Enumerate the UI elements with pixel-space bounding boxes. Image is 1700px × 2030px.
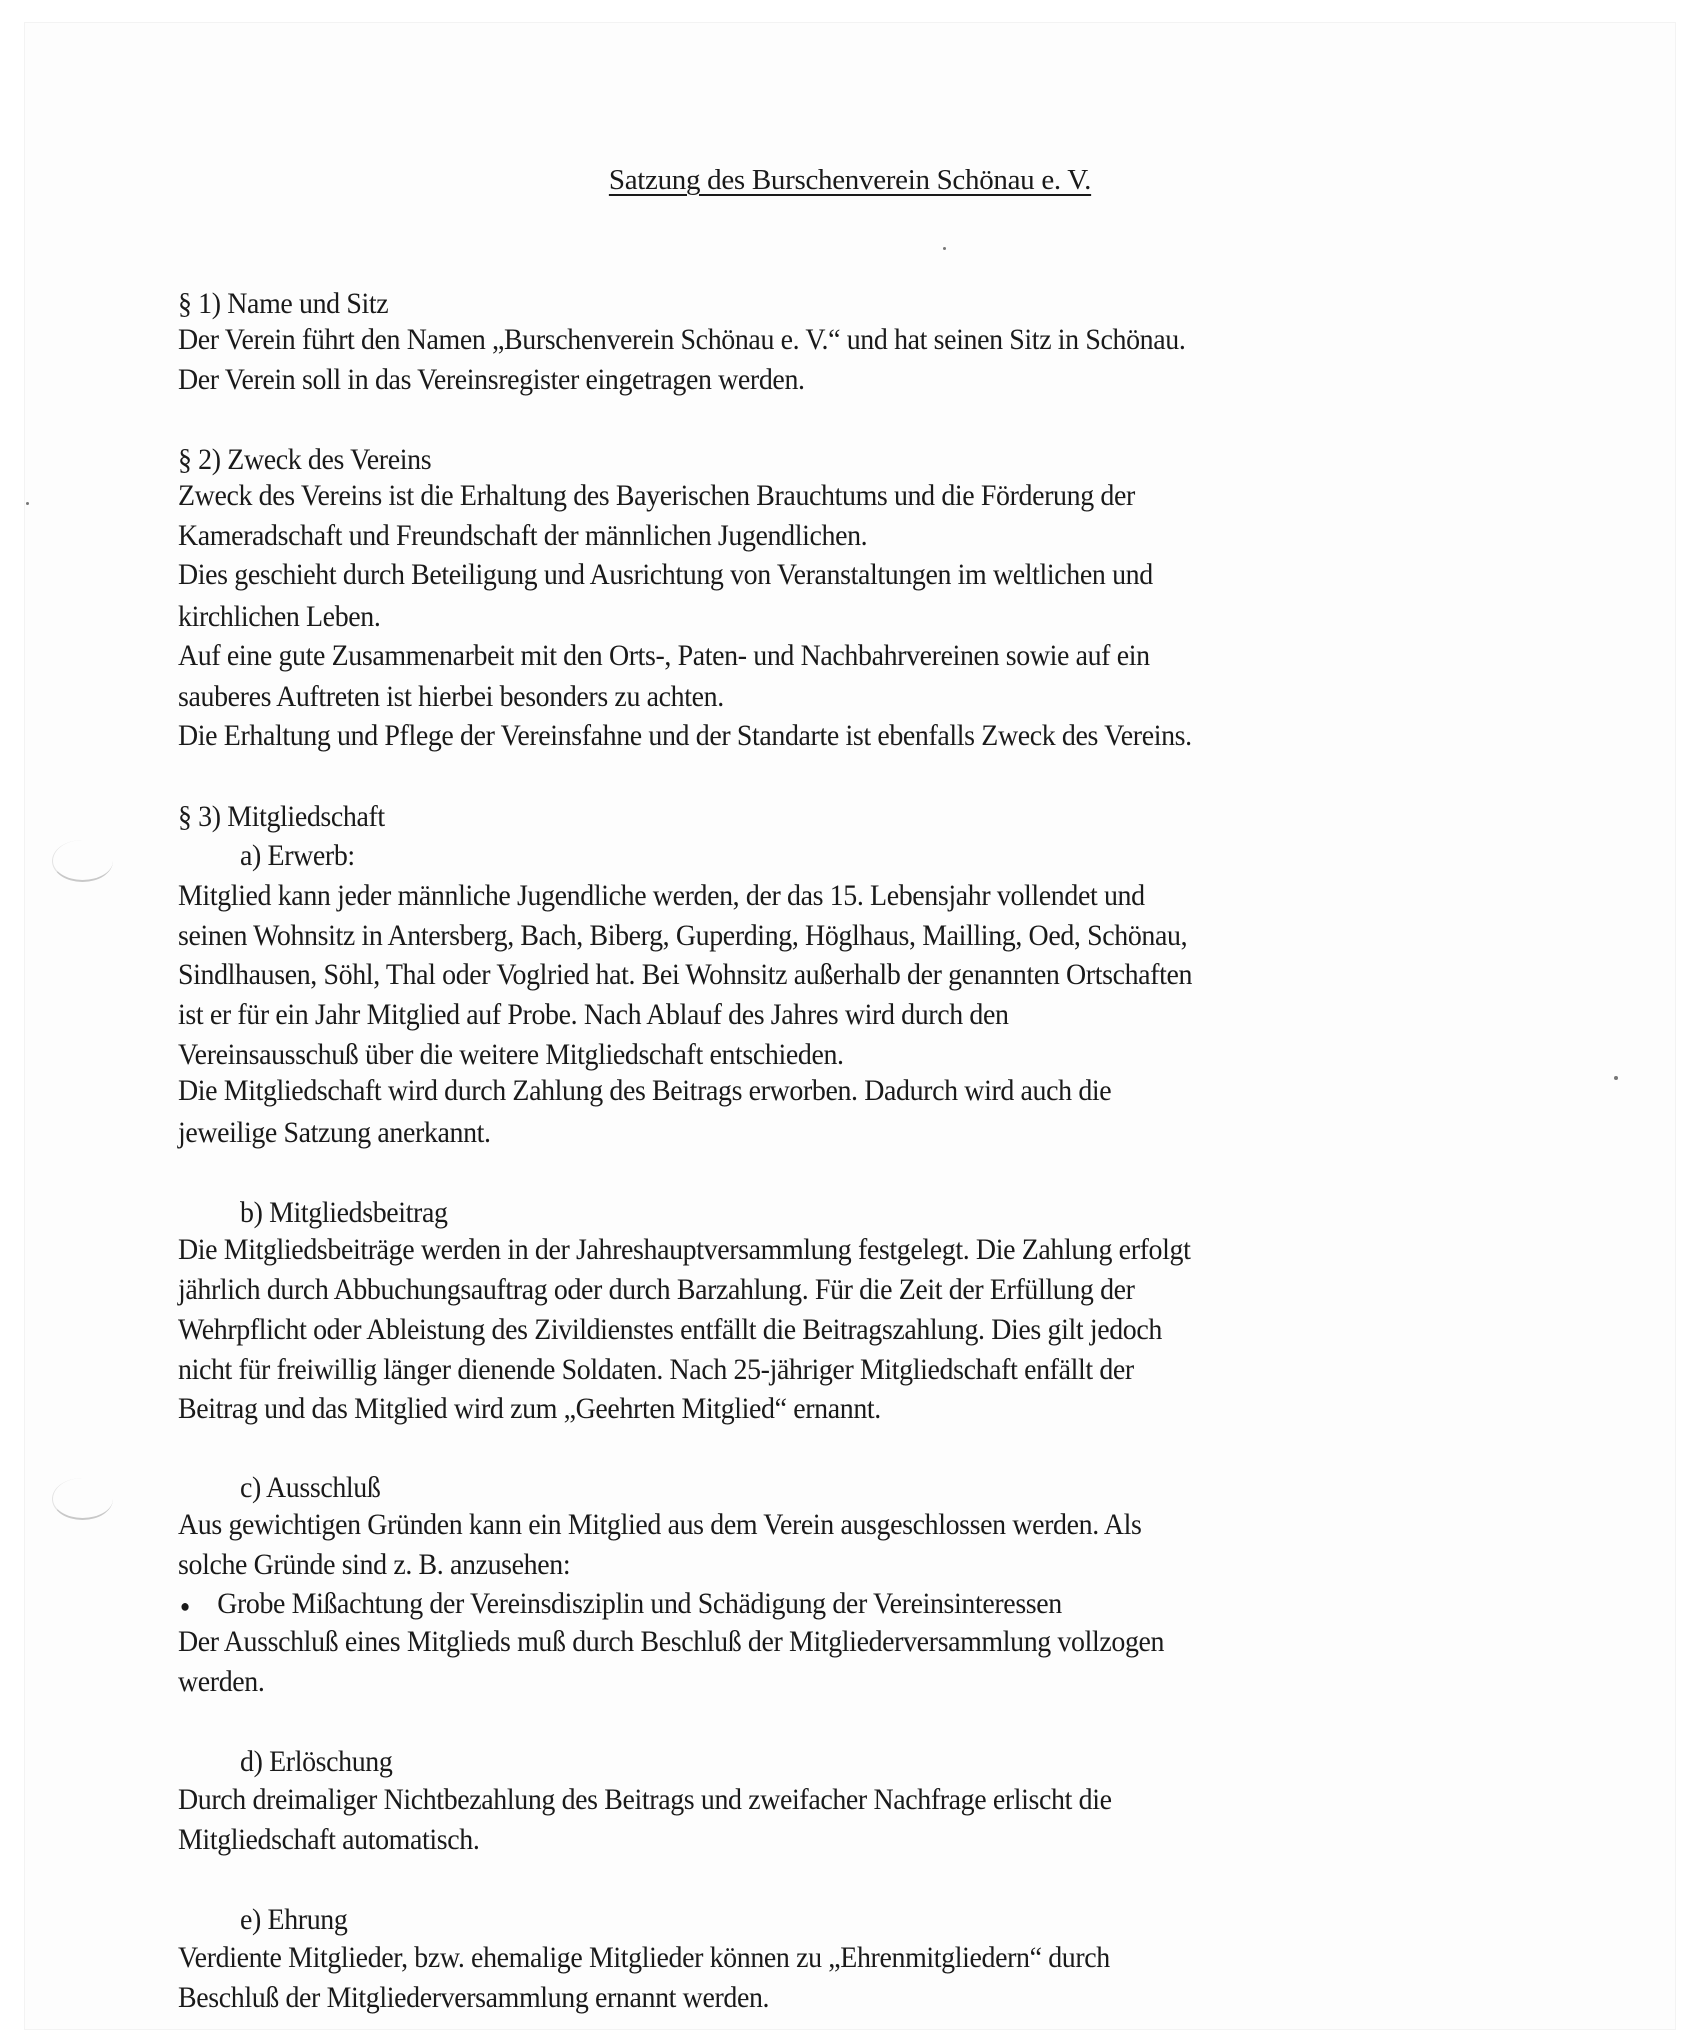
scan-speck	[26, 502, 29, 505]
text-line: Auf eine gute Zusammenarbeit mit den Orts-, Paten- und Nachbahrvereinen sowie auf ein	[178, 639, 1150, 672]
section-heading: § 2) Zweck des Vereins	[178, 443, 432, 476]
text-line: Der Ausschluß eines Mitglieds muß durch Beschluß der Mitgliederversammlung vollzogen	[178, 1625, 1165, 1658]
text-line: Mitglied kann jeder männliche Jugendliche werden, der das 15. Lebensjahr vollendet und	[178, 879, 1145, 912]
text-line: nicht für freiwillig länger dienende Soldaten. Nach 25-jähriger Mitgliedschaft enfällt der	[178, 1353, 1134, 1386]
text-line: Beschluß der Mitgliederversammlung ernannt werden.	[178, 1981, 770, 2014]
text-line: Wehrpflicht oder Ableistung des Zivildienstes entfällt die Beitragszahlung. Dies gilt jedoch	[178, 1313, 1162, 1346]
subsection-heading: d) Erlöschung	[240, 1745, 393, 1778]
subsection-heading: e) Ehrung	[240, 1903, 348, 1936]
subsection-heading: a) Erwerb:	[240, 839, 355, 872]
scan-speck	[943, 247, 946, 250]
text-line: Die Erhaltung und Pflege der Vereinsfahne und der Standarte ist ebenfalls Zweck des Vereins.	[178, 719, 1192, 752]
scan-speck	[1614, 1076, 1618, 1080]
text-line: Die Mitgliedschaft wird durch Zahlung des Beitrags erworben. Dadurch wird auch die	[178, 1074, 1112, 1107]
document-title	[0, 164, 1700, 197]
text-line: jährlich durch Abbuchungsauftrag oder durch Barzahlung. Für die Zeit der Erfüllung der	[178, 1273, 1135, 1306]
text-line: Dies geschieht durch Beteiligung und Ausrichtung von Veranstaltungen im weltlichen und	[178, 558, 1153, 591]
text-line: Vereinsausschuß über die weitere Mitgliedschaft entschieden.	[178, 1038, 844, 1071]
text-line: Beitrag und das Mitglied wird zum „Geehrten Mitglied“ ernannt.	[178, 1392, 881, 1425]
text-line: Der Verein führt den Namen „Burschenverein Schönau e. V.“ und hat seinen Sitz in Schönau.	[178, 323, 1186, 356]
text-line: solche Gründe sind z. B. anzusehen:	[178, 1548, 571, 1581]
punch-hole-mark	[52, 840, 113, 882]
text-line: Zweck des Vereins ist die Erhaltung des Bayerischen Brauchtums und die Förderung der	[178, 479, 1135, 512]
bullet-item	[180, 1584, 1062, 1626]
text-line: Sindlhausen, Söhl, Thal oder Voglried hat. Bei Wohnsitz außerhalb der genannten Ortschaften	[178, 958, 1193, 991]
text-line: Kameradschaft und Freundschaft der männlichen Jugendlichen.	[178, 519, 868, 552]
section-heading: § 1) Name und Sitz	[178, 287, 389, 320]
text-line: Die Mitgliedsbeiträge werden in der Jahreshauptversammlung festgelegt. Die Zahlung erfolgt	[178, 1233, 1191, 1266]
text-line: Durch dreimaliger Nichtbezahlung des Beitrags und zweifacher Nachfrage erlischt die	[178, 1783, 1112, 1816]
text-line: werden.	[178, 1665, 265, 1698]
text-line: Verdiente Mitglieder, bzw. ehemalige Mitglieder können zu „Ehrenmitgliedern“ durch	[178, 1941, 1110, 1974]
document-title-text: Satzung des Burschenverein Schönau e. V.	[608, 164, 1092, 196]
bullet-text: Grobe Mißachtung der Vereinsdisziplin und Schädigung der Vereinsinteressen	[217, 1587, 1062, 1620]
text-line: Mitgliedschaft automatisch.	[178, 1823, 480, 1856]
text-line: seinen Wohnsitz in Antersberg, Bach, Biberg, Guperding, Höglhaus, Mailling, Oed, Schönau,	[178, 919, 1188, 952]
text-line: Aus gewichtigen Gründen kann ein Mitglied aus dem Verein ausgeschlossen werden. Als	[178, 1508, 1142, 1541]
text-line: ist er für ein Jahr Mitglied auf Probe. Nach Ablauf des Jahres wird durch den	[178, 998, 1009, 1031]
bullet-icon: ●	[180, 1596, 190, 1617]
subsection-heading: c) Ausschluß	[240, 1471, 381, 1504]
text-line: jeweilige Satzung anerkannt.	[178, 1116, 491, 1149]
text-line: kirchlichen Leben.	[178, 600, 381, 633]
section-heading: § 3) Mitgliedschaft	[178, 800, 385, 833]
text-line: Der Verein soll in das Vereinsregister eingetragen werden.	[178, 363, 805, 396]
subsection-heading: b) Mitgliedsbeitrag	[240, 1196, 448, 1229]
punch-hole-mark	[52, 1478, 113, 1520]
text-line: sauberes Auftreten ist hierbei besonders zu achten.	[178, 680, 724, 713]
